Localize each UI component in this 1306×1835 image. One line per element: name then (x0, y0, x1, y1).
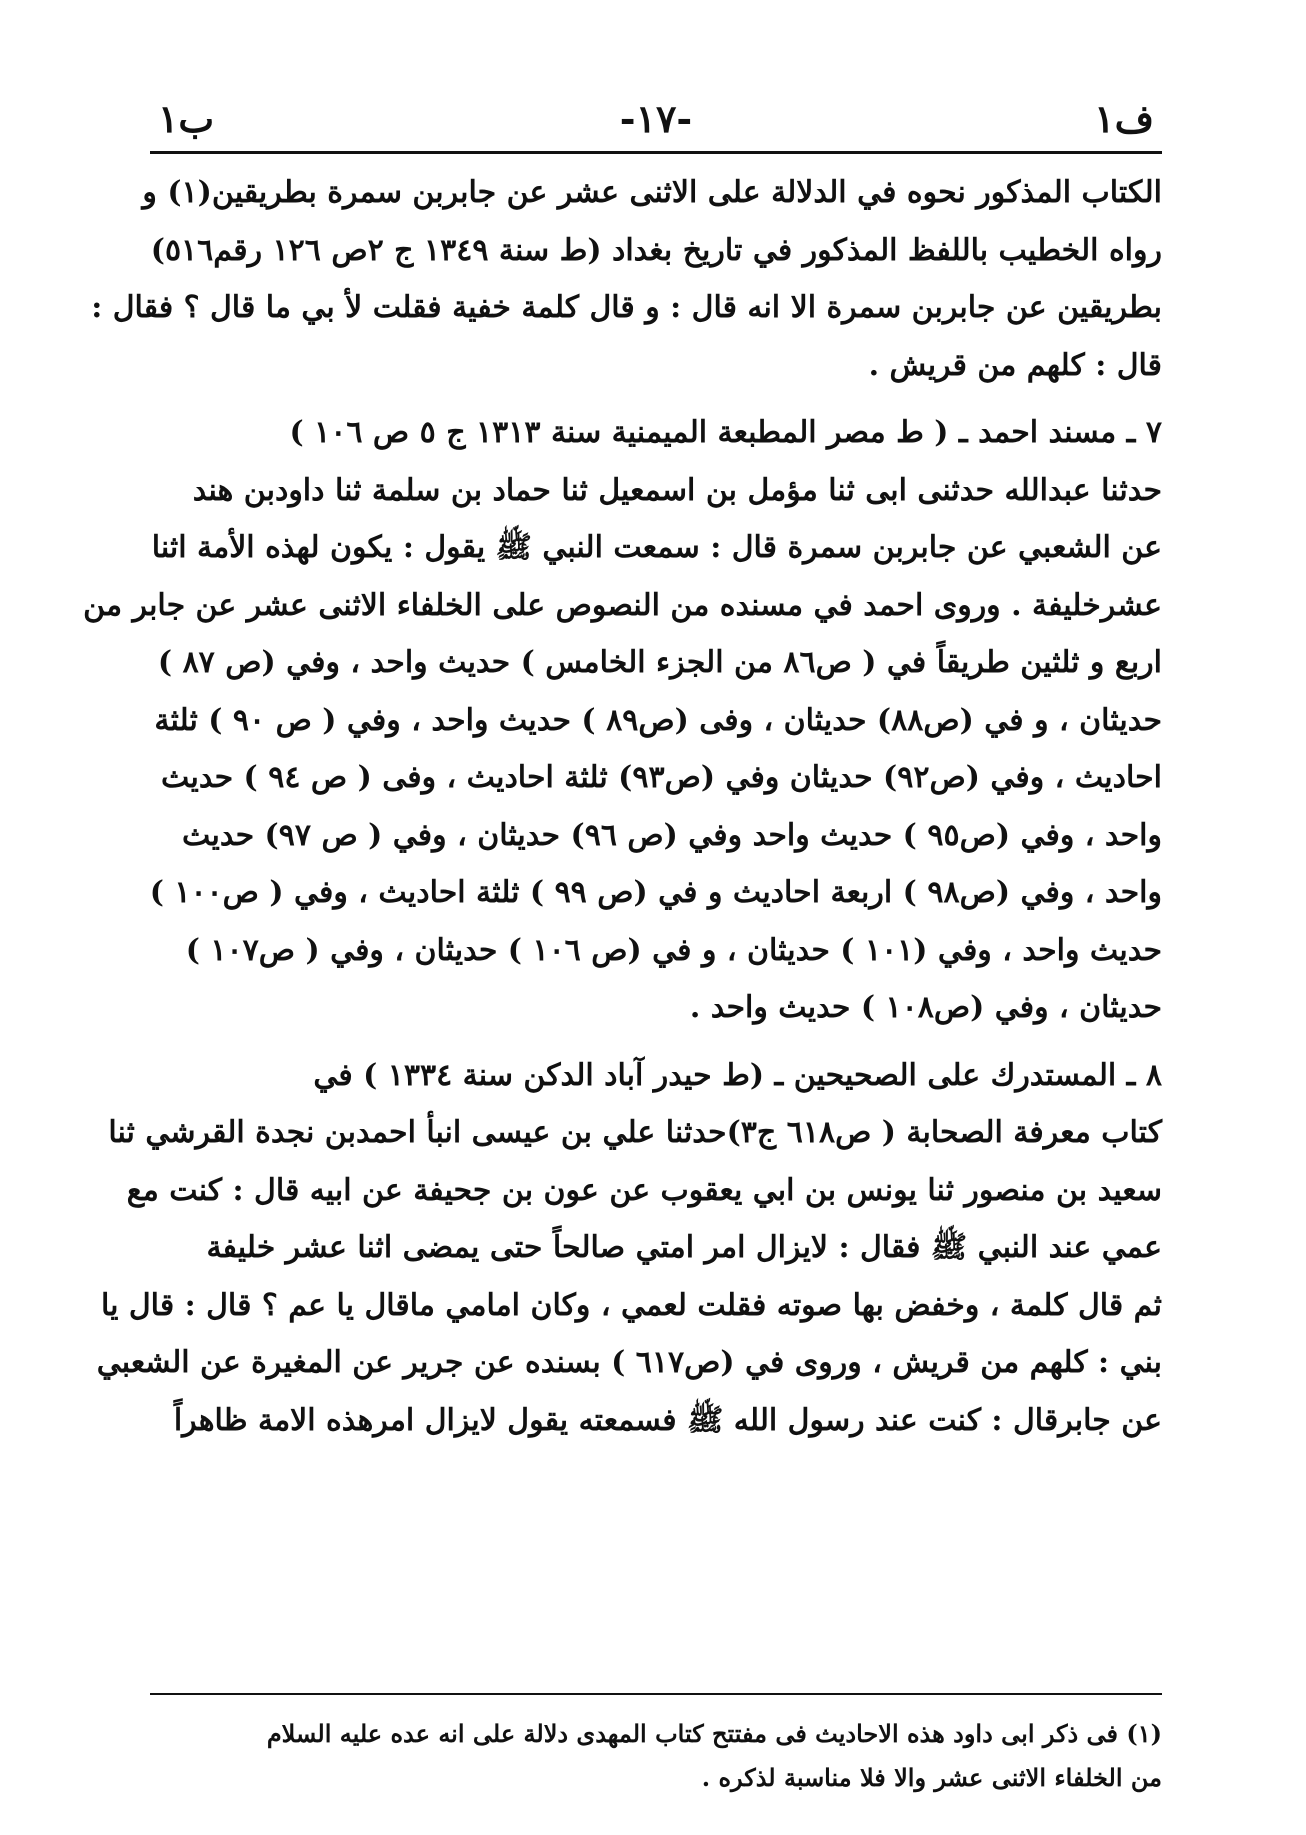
footnotes (150, 1712, 1162, 1800)
text-line-22: عن جابرقال : كنت عند رسول الله ﷺ فسمعته يقول لايزال امرهذه الامة ظاهراً (173, 1402, 1162, 1438)
text-line-10: حديثان ، و في (ص٨٨) حديثان ، وفى (ص٨٩ ) حديث واحد ، وفي ( ص ٩٠ ) ثلثة (154, 702, 1162, 738)
header-rule (150, 151, 1162, 154)
text-line-21: بني : كلهم من قريش ، وروى في (ص٦١٧ ) بسنده عن جرير عن المغيرة عن الشعبي (96, 1345, 1162, 1380)
text-line-8: عشرخليفة . وروى احمد في مسنده من النصوص على الخلفاء الاثنى عشر عن جابر من (83, 587, 1162, 623)
text-line-4: قال : كلهم من قريش . (868, 347, 1162, 383)
text-line-14: حديث واحد ، وفي (١٠١ ) حديثان ، و في (ص ١٠٦ ) حديثان ، وفي ( ص١٠٧ ) (185, 932, 1162, 968)
text-line-15: حديثان ، وفي (ص١٠٨ ) حديث واحد . (689, 990, 1162, 1025)
section-heading-8: ٨ ـ المستدرك على الصحيحين ـ (ط حيدر آباد الدكن سنة ١٣٣٤ ) في (313, 1057, 1162, 1093)
text-line-2: رواه الخطيب باللفظ المذكور في تاريخ بغداد (ط سنة ١٣٤٩ ج ٢ص ١٢٦ رقم٥١٦) (150, 232, 1162, 268)
main-text (83, 164, 1162, 1449)
page-number: -١٧- (619, 96, 693, 141)
text-line-3: بطريقين عن جابربن سمرة الا انه قال : و قال كلمة خفية فقلت لأ بي ما قال ؟ فقال : (91, 290, 1162, 325)
text-line-18: سعيد بن منصور ثنا يونس بن ابي يعقوب عن عون بن جحيفة عن ابيه قال : كنت مع (126, 1172, 1162, 1208)
footnote-line-1: (١) فى ذكر ابى داود هذه الاحاديث فى مفتتح كتاب المهدى دلالة على انه عده عليه السلام (266, 1719, 1162, 1748)
text-line-20: ثم قال كلمة ، وخفض بها صوته فقلت لعمي ، وكان امامي ماقال يا عم ؟ قال : قال يا (100, 1287, 1162, 1323)
section-heading-7: ٧ ـ مسند احمد ـ ( ط مصر المطبعة الميمنية سنة ١٣١٣ ج ٥ ص ١٠٦ ) (289, 415, 1162, 450)
text-line-7: عن الشعبي عن جابربن سمرة قال : سمعت النبي ﷺ يقول : يكون لهذه الأمة اثنا (151, 530, 1162, 565)
text-line-11: احاديث ، وفي (ص٩٢) حديثان وفي (ص٩٣) ثلثة احاديث ، وفى ( ص ٩٤ ) حديث (161, 760, 1162, 795)
text-line-19: عمي عند النبي ﷺ فقال : لايزال امر امتي صالحاً حتى يمضى اثنا عشر خليفة (206, 1230, 1162, 1265)
text-line-1: الكتاب المذكور نحوه في الدلالة على الاثنى عشر عن جابربن سمرة بطريقين(١) و (142, 175, 1162, 210)
page-header (150, 90, 1162, 146)
text-line-13: واحد ، وفي (ص٩٨ ) اربعة احاديث و في (ص ٩٩ ) ثلثة احاديث ، وفي ( ص١٠٠ ) (149, 875, 1162, 910)
text-line-9: اربع و ثلثين طريقاً في ( ص٨٦ من الجزء الخامس ) حديث واحد ، وفي (ص ٨٧ ) (157, 645, 1162, 680)
header-folio-left: ب١ (158, 96, 215, 141)
header-folio-right: ف١ (1094, 96, 1154, 141)
text-line-17: كتاب معرفة الصحابة ( ص٦١٨ ج٣)حدثنا علي بن عيسى انبأ احمدبن نجدة القرشي ثنا (108, 1115, 1162, 1150)
text-line-6: حدثنا عبدالله حدثنى ابى ثنا مؤمل بن اسمعيل ثنا حماد بن سلمة ثنا داودبن هند (192, 472, 1162, 508)
footnote-rule (150, 1693, 1162, 1695)
text-line-12: واحد ، وفي (ص٩٥ ) حديث واحد وفي (ص ٩٦) حديثان ، وفي ( ص ٩٧) حديث (182, 817, 1162, 853)
footnote-line-2: من الخلفاء الاثنى عشر والا فلا مناسبة لذكره . (701, 1763, 1162, 1792)
